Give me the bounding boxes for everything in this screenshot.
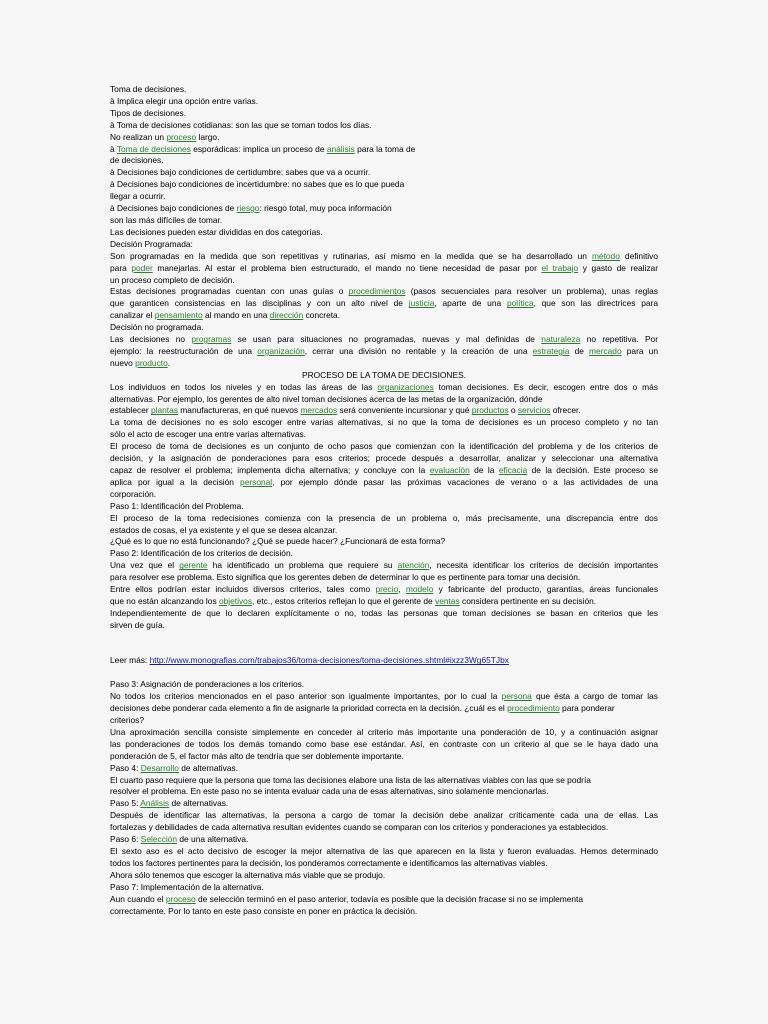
text-segment: , por ejemplo dónde pasar las próximas vacaciones de verano o a las actividades de una <box>272 476 658 487</box>
text-segment: Las decisiones pueden estar divididas en dos categorías. <box>110 226 323 237</box>
text-line <box>110 572 658 584</box>
text-segment: será conveniente incursionar y qué <box>337 405 472 416</box>
document-body <box>110 84 658 917</box>
text-segment: canalizar el <box>110 310 155 321</box>
text-line <box>110 465 658 477</box>
text-segment: Estas decisiones programadas cuentan con unas guías o <box>110 286 349 297</box>
text-line <box>110 179 658 191</box>
text-line <box>110 596 658 608</box>
text-segment: de selección terminó en el paso anterior, todavía es posible que la decisión fracase si no se implementa <box>195 893 584 904</box>
text-line <box>110 608 658 620</box>
text-segment: , <box>398 584 406 595</box>
text-segment: ¿Qué es lo que no está funcionando? ¿Qué se puede hacer? ¿Funcionará de esta forma? <box>110 536 446 547</box>
text-line <box>110 727 658 739</box>
inline-link[interactable]: riesgo <box>236 203 260 214</box>
inline-link[interactable]: precio <box>375 584 399 595</box>
text-segment: de alternativas. <box>169 798 229 809</box>
inline-link[interactable]: productos <box>471 405 509 416</box>
text-line <box>110 810 658 822</box>
text-line <box>110 739 658 751</box>
text-segment: à Implica elegir una opción entre varias. <box>110 95 259 106</box>
text-line <box>110 96 658 108</box>
text-segment: à Toma de decisiones cotidianas: son las que se toman todos los días. <box>110 119 372 130</box>
text-segment: Son programadas en la medida que son repetitivas y rutinarias, así mismo en la medida que se ha desarrollado un <box>110 250 592 261</box>
text-line <box>110 310 658 322</box>
text-line <box>110 870 658 882</box>
text-segment: de decisiones. <box>110 155 164 166</box>
inline-link[interactable]: Selección <box>140 834 178 845</box>
inline-link[interactable]: organización <box>257 345 305 356</box>
inline-link[interactable]: mercado <box>589 345 622 356</box>
inline-link[interactable]: dirección <box>269 310 304 321</box>
text-line <box>110 144 658 156</box>
text-line <box>110 536 658 548</box>
text-line <box>110 263 658 275</box>
inline-link[interactable]: personal <box>240 476 273 487</box>
inline-link[interactable]: Desarrollo <box>140 762 179 773</box>
text-line <box>110 203 658 215</box>
text-segment: de la <box>469 465 499 475</box>
text-segment: , que son las directrices para <box>533 298 658 309</box>
inline-link[interactable]: Toma de decisiones <box>116 143 191 154</box>
text-line <box>110 858 658 870</box>
text-line <box>110 453 658 465</box>
text-line <box>110 894 658 906</box>
text-segment: PROCESO DE LA TOMA DE DECISIONES. <box>302 369 466 380</box>
text-segment: correctamente. Por lo tanto en este paso consiste en poner en práctica la decisión. <box>110 905 418 916</box>
inline-link[interactable]: pensamiento <box>154 310 203 321</box>
text-segment: para <box>110 262 132 273</box>
text-line <box>110 191 658 203</box>
text-segment: Leer más: <box>110 655 150 666</box>
inline-link[interactable]: plantas <box>150 405 178 416</box>
text-segment: sirven de guía. <box>110 619 165 630</box>
text-segment: ha identificado un problema que requiere su <box>207 560 398 571</box>
text-line <box>110 786 658 798</box>
inline-link[interactable]: método <box>591 250 620 261</box>
inline-link[interactable]: persona <box>501 691 532 702</box>
inline-link[interactable]: eficacia <box>498 465 528 475</box>
text-line <box>110 275 658 287</box>
text-segment: concreta. <box>303 310 341 321</box>
text-segment: à Decisiones bajo condiciones de certidumbre: sabes que va a ocurrir. <box>110 167 371 178</box>
text-line <box>110 441 658 453</box>
text-line <box>110 346 658 358</box>
text-segment: Paso 6: <box>110 834 141 845</box>
text-segment: à Decisiones bajo condiciones de incertidumbre: no sabes que es lo que pueda <box>110 179 405 190</box>
text-segment: Después de identificar las alternativas, la persona a cargo de tomar la decisión debe analizar críticamente cada una de ellas. Las <box>110 810 658 821</box>
text-line <box>110 525 658 537</box>
text-segment: para un <box>621 345 658 356</box>
text-segment: No realizan un <box>110 131 167 142</box>
text-segment: Una vez que el <box>110 560 180 571</box>
text-segment: para resolver ese problema. Esto significa que los gerentes deben de determinar lo que es pertinente para tomar una decisión. <box>110 572 581 583</box>
text-segment: manufactureras, en qué nuevos <box>177 405 301 416</box>
text-segment: Paso 7: Implementación de la alternativa. <box>110 881 264 892</box>
text-segment: para la toma de <box>354 143 416 154</box>
inline-link[interactable]: el trabajo <box>541 262 579 273</box>
text-line <box>110 906 658 918</box>
inline-link[interactable]: modelo <box>405 584 434 595</box>
text-segment: Tipos de decisiones. <box>110 107 187 118</box>
text-line <box>110 655 658 667</box>
text-segment: Toma de decisiones. <box>110 84 187 94</box>
text-segment: fortalezas y debilidades de cada alternativa resultan evidentes cuando se comparan con los criterios y ponderaciones ya establecidos. <box>110 822 609 833</box>
section-heading <box>110 370 658 382</box>
text-line <box>110 394 658 406</box>
text-segment: ofrecer. <box>550 405 581 416</box>
inline-link[interactable]: ventas <box>435 595 460 606</box>
text-line <box>110 120 658 132</box>
text-segment: Paso 2: Identificación de los criterios de decisión. <box>110 548 293 559</box>
text-segment: de alternativas. <box>178 762 239 773</box>
text-segment: corporación. <box>110 488 157 499</box>
text-segment: que no están alcanzando los <box>110 595 219 606</box>
text-segment: , cerrar una división no rentable y la creación de una <box>304 345 533 356</box>
text-segment: Paso 4: <box>110 762 141 773</box>
text-line <box>110 429 658 441</box>
inline-link[interactable]: gerente <box>179 560 208 571</box>
text-line <box>110 703 658 715</box>
text-line <box>110 382 658 394</box>
text-line <box>110 691 658 703</box>
text-segment: se usan para situaciones no programadas, nuevas y mal definidas de <box>231 334 542 345</box>
text-segment: las ponderaciones de todos los demás tomando como base ese estándar. Así, en contraste con un criterio al que se le haya dado una <box>110 738 658 749</box>
text-segment: todos los factores pertinentes para la decisión, los ponderamos correctamente e identificamos las alternativas viables. <box>110 857 548 868</box>
text-segment: y fabricante del producto, garantías, áreas funcionales <box>433 584 659 595</box>
inline-link[interactable]: mercados <box>300 405 338 416</box>
inline-link[interactable]: análisis <box>326 143 355 154</box>
text-line <box>110 751 658 763</box>
blank-space <box>110 667 658 679</box>
text-segment: El proceso de la toma redecisiones comienza con la presencia de un problema o, más precisamente, una discrepancia entre dos <box>110 512 658 523</box>
text-segment: Decisión Programada: <box>110 238 193 249</box>
source-url-link[interactable]: http://www.monografias.com/trabajos36/toma-decisiones/toma-decisiones.shtml#ixzz3Wg65TJbx <box>149 655 509 666</box>
blank-space <box>110 632 658 656</box>
text-segment: ejemplo: la reestructuración de una <box>110 345 258 356</box>
text-line <box>110 560 658 572</box>
text-line <box>110 132 658 144</box>
text-line <box>110 84 658 96</box>
inline-link[interactable]: evaluación <box>429 465 470 475</box>
text-segment: resolver el problema. En este paso no se intenta evaluar cada una de esas alternativas, sino solamente mencionarlas. <box>110 786 549 797</box>
text-segment: (pasos secuenciales para resolver un problema), unas reglas <box>405 286 658 297</box>
text-segment: Aun cuando el <box>110 893 166 904</box>
text-segment: o <box>508 405 518 416</box>
inline-link[interactable]: proceso <box>165 893 196 904</box>
text-line <box>110 239 658 251</box>
text-line <box>110 822 658 834</box>
text-line <box>110 358 658 370</box>
inline-link[interactable]: naturaleza <box>541 334 581 345</box>
text-segment: capaz de resolver el problema; implementa dicha alternativa; y concluye con la <box>110 465 430 475</box>
text-segment: La toma de decisiones no es solo escoger entre varias alternativas, si no que la toma de decisiones es un proceso completo y no tan <box>110 417 658 428</box>
text-segment: sólo el acto de escoger una entre varias alternativas. <box>110 429 306 440</box>
text-segment: , necesita identificar los criterios de decisión importantes <box>429 560 659 571</box>
text-line <box>110 834 658 846</box>
inline-link[interactable]: Análisis <box>140 798 170 809</box>
text-segment: El sexto aso es el acto decisivo de escoger la mejor alternativa de las que aparecen en la lista y fueron evaluadas. Hemos determinado <box>110 845 658 856</box>
text-segment: criterios? <box>110 715 144 725</box>
text-line <box>110 298 658 310</box>
text-segment: estados de cosas, el ya existente y el que se desea alcanzar. <box>110 524 338 535</box>
text-segment: Paso 1: Identificación del Problema. <box>110 500 244 511</box>
text-segment: llegar a ocurrir. <box>110 191 166 202</box>
text-segment: nuevo <box>110 357 136 368</box>
text-segment: El proceso de toma de decisiones es un conjunto de ocho pasos que comienzan con la identificación del problema y de los criterios de <box>110 441 658 452</box>
text-segment: de <box>569 345 590 356</box>
text-line <box>110 286 658 298</box>
text-line <box>110 108 658 120</box>
text-line <box>110 155 658 167</box>
text-segment: Las decisiones no <box>110 334 192 345</box>
text-segment: Decisión no programada. <box>110 322 204 333</box>
text-segment: Paso 5: <box>110 798 141 809</box>
inline-link[interactable]: programas <box>191 334 232 345</box>
text-segment: al mando en una <box>202 310 270 321</box>
text-segment: à <box>110 143 117 154</box>
text-segment: que ésta a cargo de tomar las <box>531 691 658 702</box>
text-segment: ponderación de 5, el factor más alto de tendría que ser doblemente importante. <box>110 750 404 761</box>
inline-link[interactable]: procedimiento <box>507 703 560 714</box>
inline-link[interactable]: producto <box>135 357 168 368</box>
inline-link[interactable]: servicios <box>517 405 551 416</box>
inline-link[interactable]: poder <box>131 262 153 273</box>
text-segment: Los individuos en todos los niveles y en todas las áreas de las <box>110 381 378 392</box>
text-segment: considera pertinente en su decisión. <box>459 595 597 606</box>
inline-link[interactable]: procedimientos <box>348 286 406 297</box>
text-segment: toman decisiones. Es decir, escogen entre dos o más <box>433 381 658 392</box>
text-segment: Ahora sólo tenemos que escoger la alternativa más viable que se produjo. <box>110 869 386 880</box>
text-line <box>110 715 658 727</box>
text-segment: alternativas. Por ejemplo, los gerentes de alto nivel toman decisiones acerca de las metas de la organización, dónde <box>110 393 543 404</box>
text-segment: . <box>167 357 171 368</box>
inline-link[interactable]: política <box>506 298 534 309</box>
inline-link[interactable]: estrategia <box>532 345 570 356</box>
text-line <box>110 548 658 560</box>
text-segment: de la decisión. Este proceso se <box>527 465 658 475</box>
text-line <box>110 798 658 810</box>
text-segment: definitivo <box>619 250 658 261</box>
text-segment: para ponderar <box>559 703 615 714</box>
text-line <box>110 215 658 227</box>
text-line <box>110 584 658 596</box>
text-line <box>110 251 658 263</box>
inline-link[interactable]: justicia <box>408 298 435 309</box>
text-line <box>110 775 658 787</box>
inline-link[interactable]: proceso <box>166 131 197 142</box>
text-segment: Paso 3: Asignación de ponderaciones a los criterios. <box>110 679 305 690</box>
text-segment: El cuarto paso requiere que la persona que toma las decisiones elabore una lista de las alternativas viables con las que se podría <box>110 774 591 785</box>
text-segment: son las más difíciles de tomar. <box>110 214 223 225</box>
inline-link[interactable]: atención <box>397 560 430 571</box>
text-line <box>110 489 658 501</box>
text-line <box>110 882 658 894</box>
text-segment: manejarlas. Al estar el problema bien estructurado, el mando no tiene necesidad de pasar por <box>152 262 542 273</box>
text-segment: : riesgo total, muy poca información <box>259 203 392 214</box>
text-segment: Entre ellos podrían estar incluidos diversos criterios, tales como <box>110 584 376 595</box>
text-segment: esporádicas: implica un proceso de <box>190 143 327 154</box>
inline-link[interactable]: organizaciones <box>377 381 434 392</box>
text-segment: decisiones debe ponderar cada elemento a fin de asignarle la prioridad correcta en la decisión. ¿cuál es el <box>110 703 508 714</box>
text-segment: decisión, y la asignación de ponderaciones para esos criterios; procede después a desarrollar, analizar y seleccionar una alternativa <box>110 453 658 464</box>
text-segment: Independientemente de que lo declaren explícitamente o no, todas las personas que toman decisiones se basan en criterios que les <box>110 607 658 618</box>
text-line <box>110 477 658 489</box>
text-segment: no repetitiva. Por <box>580 334 658 345</box>
text-segment: y gasto de realizar <box>578 262 658 273</box>
text-segment: establecer <box>110 405 151 416</box>
text-line <box>110 405 658 417</box>
text-segment: Una aproximación sencilla consiste simplemente en conceder al criterio más importante una ponderación de 10, y a continuación asignar <box>110 726 658 737</box>
text-line <box>110 417 658 429</box>
text-line <box>110 620 658 632</box>
text-segment: un proceso completo de decisión. <box>110 274 235 285</box>
text-segment: , etc., estos criterios reflejan lo que el gerente de <box>252 595 435 606</box>
text-line <box>110 167 658 179</box>
text-segment: que garanticen consistencias en las disciplinas y con un alto nivel de <box>110 298 409 309</box>
text-line <box>110 763 658 775</box>
text-segment: , aparte de una <box>434 298 507 309</box>
text-segment: à Decisiones bajo condiciones de <box>110 203 237 214</box>
text-line <box>110 679 658 691</box>
text-line <box>110 513 658 525</box>
text-line <box>110 227 658 239</box>
text-segment: largo. <box>196 131 220 142</box>
text-line <box>110 322 658 334</box>
text-line <box>110 846 658 858</box>
text-segment: de una alternativa. <box>177 834 249 845</box>
inline-link[interactable]: objetivos <box>218 595 253 606</box>
text-line <box>110 501 658 513</box>
text-line <box>110 334 658 346</box>
text-segment: aplica por igual a la decisión <box>110 476 241 487</box>
text-segment: No todos los criterios mencionados en el paso anterior son igualmente importantes, por lo cual la <box>110 691 502 702</box>
